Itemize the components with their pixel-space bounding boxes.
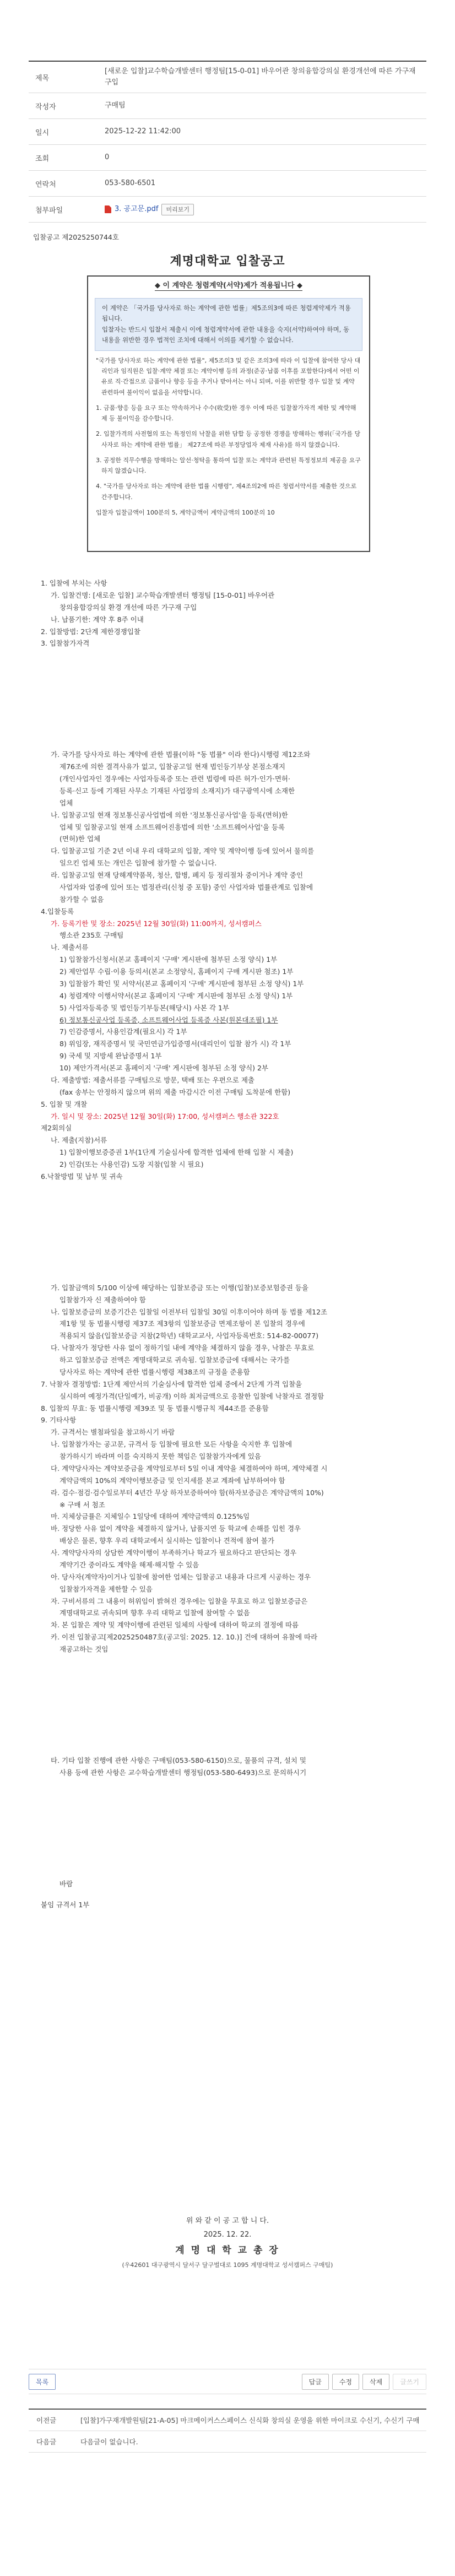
body-line: 계약금액의 10%의 계약이행보증금 및 인지세를 본교 계좌에 납부하여야 함 <box>59 1476 285 1485</box>
body-line: 가. 입찰금액의 5/100 이상에 해당하는 입찰보증금 또는 이행(입찰)보증보험증권 등을 <box>51 1283 308 1292</box>
body-line: 제2회의실 <box>41 1124 72 1133</box>
sign-address: (우42601 대구광역시 달서구 달구벌대로 1095 계명대학교 성서캠퍼스 구매팀) <box>122 2261 333 2269</box>
integrity-highlight-line: 입찰자는 반드시 입찰서 제출시 이에 청렴계약서에 관한 내용을 숙지(서약)하여야 하며, 동 내용을 위반한 경우 법적인 조치에 대해서 이의를 제기할 수 없습니다. <box>102 325 350 344</box>
body-line: 업체 및 입찰공고일 현재 소프트웨어진흥법에 의한 '소프트웨어사업'을 등록 <box>59 822 285 831</box>
body-line: 사용 등에 관한 사항은 교수학습개발센터 행정팀(053-580-6493)으로 문의하시기 <box>59 1768 307 1777</box>
integrity-item: 4. "국가를 당사자로 하는 계약에 관한 법률 시행령", 제4조의2에 따른 청렴서약서를 제출한 것으로 간주합니다. <box>96 483 357 501</box>
body-line: 다. 낙찰자가 정당한 사유 없이 정하기일 내에 계약을 체결하지 않을 경우, 낙찰은 무효로 <box>51 1344 315 1352</box>
contact-value: 053-580-6501 <box>105 179 156 188</box>
document-item: 7) 인감증명서, 사용인감계(필요시) 각 1부 <box>59 1027 187 1036</box>
body-line: 나. 입찰보증금의 보증기간은 입찰일 이전부터 입찰일 30일 이후이어야 하며 동 법률 제12조 <box>51 1307 328 1316</box>
author-row <box>29 93 426 119</box>
body-line: 카. 이전 입찰공고[제2025250487호(공고일: 2025. 12. 10.)] 건에 대하여 유찰에 따라 <box>51 1633 318 1642</box>
author-label: 작성자 <box>35 102 56 111</box>
section-heading: 2. 입찰방법: 2단계 제한경쟁입찰 <box>41 627 140 636</box>
sign-org: 계 명 대 학 교 총 장 <box>175 2245 280 2256</box>
document-item: 1) 입찰이행보증증권 1부(1단계 기술심사에 합격한 업체에 한해 입찰 시 제출) <box>59 1148 294 1157</box>
document-item: 4) 청렴계약 이행서약서(본교 홈페이지 '구매' 게시판에 첨부된 소정 양식) 1부 <box>59 991 293 1000</box>
document-item: 2) 제안업무 수립·이용 등의서(본교 소정양식, 홈페이지 구매 게시판 첨조) 1부 <box>59 967 294 976</box>
notice-body <box>29 577 426 1911</box>
list-button[interactable]: 목록 <box>29 2374 56 2390</box>
views-row <box>29 145 426 171</box>
body-line: 나. 입찰참가자는 공고문, 규격서 등 입찰에 필요한 모든 사항을 숙지한 후 입찰에 <box>51 1440 292 1449</box>
document-item: 5) 사업자등록증 및 법인등기부등본(해당시) 사본 각 1부 <box>59 1003 229 1012</box>
document-item: 6) 정보통신공사업 등록증, 소프트웨어사업 등록증 사본(원본대조필) 1부 <box>59 1015 278 1024</box>
body-line: (fax 송부는 안정하지 않으며 위의 제출 마감시간 이전 구매팀 도착분에 한함) <box>59 1087 291 1096</box>
section-heading: 3. 입찰참가자격 <box>41 639 90 648</box>
contact-label: 연락처 <box>35 180 56 189</box>
body-line: 제76조에 의한 결격사유가 없고, 입찰공고일 현재 법인등기부상 본점소재지 <box>59 762 285 771</box>
body-line: 나. 제출서류 <box>51 943 89 952</box>
date-row <box>29 119 426 145</box>
body-line: 사업자와 업종에 있어 또는 법정관리(신청 중 포함) 중인 사업자와 법률관계로 입찰에 <box>59 883 313 891</box>
body-line: 계명대학교로 귀속되며 향후 우리 대학교 입찰에 참여할 수 없음 <box>59 1609 250 1617</box>
reply-button[interactable]: 답글 <box>302 2374 329 2390</box>
body-line: 당사자로 하는 계약에 관한 법률시행령 제38조의 규정을 준용함 <box>59 1367 250 1376</box>
body-line: 행소관 235호 구매팀 <box>59 931 124 940</box>
document-item: 3) 입찰참가 확인 및 서약서(본교 홈페이지 '구매' 게시판에 첨부된 소정 양식) 1부 <box>59 979 304 988</box>
integrity-item: 입찰자 입찰금액이 100분의 5, 계약금액이 계약금액의 100분의 10 <box>96 508 275 516</box>
integrity-item: 3. 공정한 직무수행을 방해하는 알선·청탁을 통하여 입찰 또는 계약과 관련된 특정정보의 제공을 요구하지 않겠습니다. <box>96 456 361 475</box>
next-post-row <box>29 2431 426 2453</box>
section-heading: 5. 입찰 및 개찰 <box>41 1100 88 1108</box>
body-line: 나. 제출(지참)서류 <box>51 1136 107 1145</box>
post-meta-table <box>29 61 426 223</box>
document-item: 2) 인감(또는 사용인감) 도장 지참(입찰 시 필요) <box>59 1160 204 1168</box>
body-line: 자. 구비서류의 그 내용이 허위임이 밝혀진 경우에는 입찰을 무효로 하고 입찰보증금은 <box>51 1597 308 1605</box>
delete-button[interactable]: 삭제 <box>362 2374 389 2390</box>
document-item: 10) 제안가격서(본교 홈페이지 '구매' 게시판에 첨부된 소정 양식) 2부 <box>59 1064 269 1072</box>
integrity-item: "국가를 당사자로 하는 계약에 관한 법률", 제5조의3 및 같은 조의3에 따라 이 입찰에 참여한 당사 대리인과 임직원은 입찰·계약 체결 또는 계약이행 등의 과정(준공·납품 이후를 포함한다)에서 어떤 이유로 직·간접으로 금품이나 향응 등을 주거나 받아서는 아니 되며, 이를 위반할 경우 입찰 및 계약 관련하여 불이익이 없음을 서약합니다. <box>96 356 361 396</box>
document-item: 8) 위임장, 재직증명서 및 국민연금가입증명서(대리인이 입찰 참가 시) 각 1부 <box>59 1040 291 1048</box>
section-heading: 8. 입찰의 무효: 동 법률시행령 제39조 및 동 법률시행규칙 제44조를 준용함 <box>41 1404 269 1413</box>
document-item: 9) 국세 및 지방세 완납증명서 1부 <box>59 1052 162 1060</box>
views-value: 0 <box>105 153 110 162</box>
body-line: 사. 계약당사자의 상담한 계약이행이 부족하거나 학교가 필요하다고 판단되는 경우 <box>51 1549 297 1557</box>
body-line: 계약기간 중이라도 계약을 해제·해지할 수 있음 <box>59 1560 199 1569</box>
body-line: 아. 당사자(계약자)이거나 입찰에 참여한 업체는 입찰공고 내용과 다르게 시공하는 경우 <box>51 1572 311 1581</box>
preview-button[interactable]: 미리보기 <box>161 204 194 215</box>
write-button[interactable]: 글쓰기 <box>393 2374 426 2390</box>
post-title: [새로운 입찰]교수학습개발센터 행정팀[15-0-01] 바우어관 창의융합강의실 환경개선에 따른 가구재 구입 <box>105 67 416 87</box>
section-heading: 7. 낙찰자 결정방법: 1단계 제안서의 기술심사에 합격한 업체 중에서 2단계 가격 입찰을 <box>41 1379 302 1388</box>
body-line: ※ 구매 서 첨조 <box>59 1500 105 1509</box>
body-line: 참가하시기 바라며 이를 숙지하지 못한 책임은 입찰참가자에게 있음 <box>59 1452 261 1460</box>
signature-block <box>29 2215 426 2271</box>
body-line: 라. 검수·점검·검수일로부터 4년간 무상 하자보증하여야 함(하자보증금은 계약금액의 10%) <box>51 1488 324 1497</box>
opening-line: 가. 일시 및 장소: 2025년 12월 30일(화) 17:00, 성서캠퍼스 행소관 322호 <box>51 1112 279 1121</box>
views-label: 조회 <box>35 154 50 163</box>
action-bar <box>29 2369 426 2394</box>
body-line: 일으킨 업체 또는 개인은 입찰에 참가할 수 없습니다. <box>59 859 217 868</box>
attachment-link[interactable]: 3. 공고문.pdf <box>115 205 159 214</box>
section-heading: 6.낙찰방법 및 납부 및 귀속 <box>41 1172 123 1181</box>
body-line: 나. 납품기한: 계약 후 8주 이내 <box>51 615 144 624</box>
section-heading: 9. 기타사항 <box>41 1416 77 1425</box>
body-line: 참가할 수 없음 <box>59 895 104 903</box>
integrity-box <box>87 275 370 552</box>
section-heading: 4.입찰등록 <box>41 907 74 916</box>
body-line: 제1항 및 동 법률시행령 제37조 제3항의 입찰보증금 면제조항이 본 입찰의 경우에 <box>59 1319 305 1328</box>
integrity-list <box>96 355 361 518</box>
next-post-value: 다음글이 없습니다. <box>80 2438 138 2446</box>
title-label: 제목 <box>35 74 50 83</box>
body-line: 배상은 물론, 향후 우리 대학교에서 실시하는 입찰이나 견적에 참여 불가 <box>59 1536 274 1545</box>
body-line: 나. 입찰공고일 현재 정보통신공사업법에 의한 '정보통신공사업'을 등록(면허)한 <box>51 810 288 819</box>
body-line: 입찰참가자 신 제출하여야 함 <box>59 1295 146 1304</box>
edit-button[interactable]: 수정 <box>332 2374 359 2390</box>
body-line: 라. 입찰공고일 현재 당해계약품목, 청산, 합병, 폐지 등 정리절차 중이거나 계약 중인 <box>51 871 304 879</box>
body-line: 적용되지 않음(입찰보증금 지참(2학년) 대학교교사, 사업자등록번호: 514-82-00077) <box>59 1332 319 1340</box>
body-line: 가. 국가를 당사자로 하는 계약에 관한 법률(이하 "동 법률" 이라 한다)시행령 제12조와 <box>51 750 311 759</box>
document-item: 1) 입찰참가신청서(본교 홈페이지 '구매' 게시판에 첨부된 소정 양식) 1부 <box>59 955 278 964</box>
body-line: 창의융합강의실 환경 개선에 따른 가구재 구입 <box>59 603 197 611</box>
body-line: (개인사업자인 경우에는 사업자등록증 또는 관련 법령에 따른 허가·인가·면허· <box>59 775 290 783</box>
title-row <box>29 62 426 93</box>
date-label: 일시 <box>35 128 50 137</box>
deadline-line: 가. 등록기한 및 장소: 2025년 12월 30일(화) 11:00까지, 성서캠퍼스 <box>51 919 262 928</box>
attachment-note: 붙임 규격서 1부 <box>41 1900 90 1909</box>
body-line: 다. 계약당사자는 계약보증금을 계약일로부터 5일 이내 계약을 체결하여야 하며, 계약체결 시 <box>51 1464 328 1473</box>
body-line: 등록·신고 등에 기재된 사무소 기재된 사업장의 소재지)가 대구광역시에 소재한 <box>59 786 295 795</box>
body-line: 재공고하는 것임 <box>59 1645 109 1653</box>
body-line: 차. 본 입찰은 계약 및 계약이행에 관련된 일체의 사항에 대하여 학교의 결정에 따름 <box>51 1621 299 1630</box>
body-line: 마. 지체상금률은 지체일수 1일당에 대하여 계약금액의 0.125%임 <box>51 1512 250 1521</box>
integrity-item: 2. 입찰가격의 사전협의 또는 특정인의 낙찰을 위한 담합 등 공정한 경쟁을 방해하는 행위(「국가를 당사자로 하는 계약에 관한 법률」 제27조에 따른 부정당업자 제재 사유)를 하지 않겠습니다. <box>96 430 361 448</box>
next-label: 다음글 <box>36 2438 57 2446</box>
attachment-label: 첨부파일 <box>35 206 63 215</box>
date-value: 2025-12-22 11:42:00 <box>105 127 181 136</box>
sign-date: 2025. 12. 22. <box>203 2230 252 2239</box>
body-line: 바람 <box>59 1879 73 1888</box>
body-line: 입찰참가자격을 제한할 수 있음 <box>59 1584 153 1593</box>
integrity-highlight <box>95 298 362 351</box>
body-line: 업체 <box>59 798 73 807</box>
body-line: 하고 입찰보증금 전액은 계명대학교로 귀속됨. 입찰보증금에 대해서는 국가를 <box>59 1356 290 1364</box>
notice-title: 계명대학교 입찰공고 <box>170 255 285 268</box>
section-heading: 1. 입찰에 부치는 사항 <box>41 579 107 587</box>
body-line: 실시하여 예정가격(단일예가, 비공개) 이하 최저금액으로 응찰한 입찰에 낙찰자로 결정함 <box>59 1392 324 1400</box>
notice-end: 위 와 같 이 공 고 합 니 다. <box>186 2217 269 2225</box>
pdf-icon <box>105 205 111 213</box>
integrity-item: 1. 금품·향응 등을 요구 또는 약속하거나 수수(收受)한 경우 이에 따른 입찰참가자격 제한 및 계약해제 등 불이익을 감수합니다. <box>96 404 356 423</box>
author-value: 구매팀 <box>105 101 126 110</box>
body-line: 가. 규격서는 별첨파일을 참고하시기 바람 <box>51 1428 175 1437</box>
integrity-highlight-line: 이 계약은 「국가를 당사자로 하는 계약에 관한 법률」제5조의3에 따른 청렴계약제가 적용됩니다. <box>102 304 351 323</box>
attachment-row <box>29 197 426 223</box>
prev-label: 이전글 <box>36 2416 57 2425</box>
notice-number: 입찰공고 제2025250744호 <box>33 233 119 241</box>
prev-post-link[interactable]: [입찰]가구재개발원팀[21-A-05] 마크메이커스스페이스 신식화 창의실 운영을 위한 마이크로 수신기, 수신기 구매 <box>80 2416 420 2425</box>
body-line: 타. 기타 입찰 진행에 관한 사항은 구매팀(053-580-6150)으로, 물품의 규격, 설치 및 <box>51 1756 306 1765</box>
integrity-heading: ◆ 이 계약은 청렴계약(서약)제가 적용됩니다 ◆ <box>155 282 302 290</box>
body-line: (면허)한 업체 <box>59 835 101 843</box>
contact-row <box>29 171 426 197</box>
body-line: 다. 제출방법: 제출서류를 구매팀으로 방문, 택배 또는 우편으로 제출 <box>51 1075 254 1084</box>
body-line: 가. 입찰건명: [새로운 입찰] 교수학습개발센터 행정팀 [15-0-01] 바우어관 <box>51 591 275 599</box>
prev-post-row[interactable] <box>29 2410 426 2431</box>
body-line: 바. 정당한 사유 없이 계약을 체결하지 않거나, 납품지연 등 학교에 손해를 입힌 경우 <box>51 1524 301 1533</box>
body-line: 다. 입찰공고일 기준 2년 이내 우리 대학교의 입찰, 계약 및 계약이행 등에 있어서 물의를 <box>51 847 315 856</box>
post-navigation <box>29 2409 426 2453</box>
